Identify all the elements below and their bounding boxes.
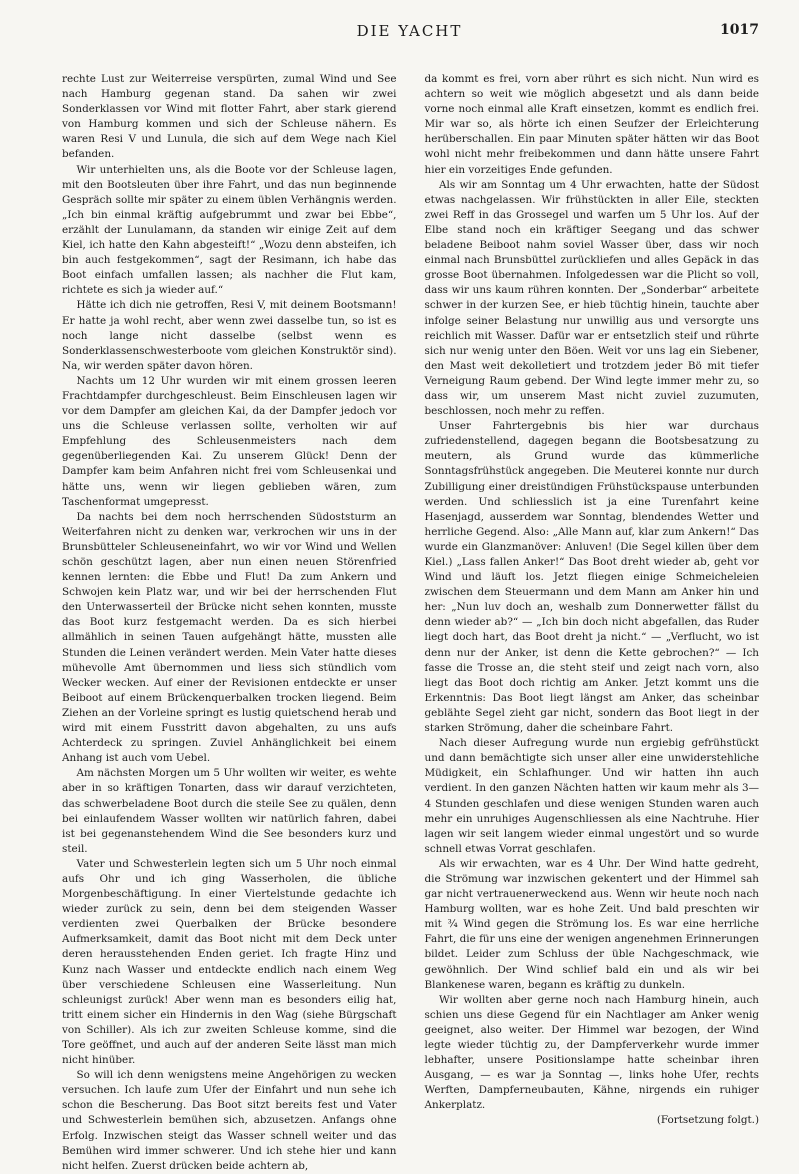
- text-columns: [62, 72, 759, 1174]
- paragraph: da kommt es frei, vorn aber rührt es sich nicht. Nun wird es achtern so weit wie möglich abgesetzt und als dann beide vorne noch einmal alle Kraft einsetzen, kommt es endlich frei. Mir war so, als hörte ich einen Seufzer der Erleichterung herüberschallen. Ein paar Minuten später hätten wir das Boot wohl nicht mehr freibekommen und dann hätte unsere Fahrt hier ein vorzeitiges Ende gefunden.: [424, 73, 759, 176]
- continuation-note: (Fortsetzung folgt.): [656, 1114, 759, 1127]
- paragraph: Vater und Schwesterlein legten sich um 5 Uhr noch einmal aufs Ohr und ich ging Wasserholen, die übliche Morgenbeschäftigung. In einer Viertelstunde gedachte ich wieder zurück zu sein, denn bei dem steigenden Wasser verdienten zwei Querbalken der Brücke besondere Aufmerksamkeit, damit das Boot nicht mit dem Deck unter deren herausstehenden Enden geriet. Ich fragte Hinz und Kunz nach Wasser und entdeckte endlich nach einem Weg über verschiedene Schleusen eine Wasserleitung. Nun schleunigst zurück! Aber wenn man es besonders eilig hat, tritt einem sicher ein Hindernis in den Wag (siehe Bürgschaft von Schiller). Als ich zur zweiten Schleuse komme, sind die Tore geöffnet, und auch auf der anderen Seite lässt man mich nicht hinüber.: [62, 857, 397, 1067]
- paragraph: Hätte ich dich nie getroffen, Resi V, mit deinem Bootsmann! Er hatte ja wohl recht, aber wenn zwei dasselbe tun, so ist es noch lange nicht dasselbe (selbst wenn es Sonderklassenschwesterboote vom gleichen Konstruktör sind). Na, wir werden später davon hören.: [62, 299, 397, 372]
- paragraph: Da nachts bei dem noch herrschenden Südoststurm an Weiterfahren nicht zu denken war, verkrochen wir uns in der Brunsbütteler Schleuseneinfahrt, wo wir vor Wind und Wellen schön geschützt lagen, aber nun einen neuen Störenfried kennen lernten: die Ebbe und Flut! Da zum Ankern und Schwojen kein Platz war, und wir bei der herrschenden Flut den Unterwasserteil der Brücke nicht sehen konnten, musste das Boot kurz festgemacht werden. Da es sich hierbei allmählich in seinen Tauen aufgehängt hätte, mussten alle Stunden die Leinen verändert werden. Mein Vater hatte dieses mühevolle Amt übernommen und liess sich stündlich vom Wecker wecken. Auf einer der Revisionen entdeckte er unser Beiboot auf einem Brückenquerbalken trocken liegend. Beim Ziehen an der Vorleine springt es lustig quietschend herab und wird mit einem Fusstritt davon abgehalten, zu uns aufs Achterdeck zu springen. Zuviel Anhänglichkeit bei einem Anhang ist auch vom Uebel.: [62, 510, 397, 765]
- paragraph: Nach dieser Aufregung wurde nun ergiebig gefrühstückt und dann bemächtigte sich unser aller eine unwiderstehliche Müdigkeit, ein Schlafhunger. Und wir hatten ihn auch verdient. In den ganzen Nächten hatten wir kaum mehr als 3—4 Stunden geschlafen und diese wenigen Stunden waren auch mehr ein unruhiges Augenschliessen als eine Nachtruhe. Hier lagen wir seit langem wieder einmal ungestört und so wurde schnell etwas Vorrat geschlafen.: [424, 737, 759, 855]
- paragraph: So will ich denn wenigstens meine Angehörigen zu wecken versuchen. Ich laufe zum Ufer der Einfahrt und nun sehe ich schon die Bescherung. Das Boot sitzt bereits fest und Vater und Schwesterlein bemühen sich, abzusetzen. Anfangs ohne Erfolg. Inzwischen steigt das Wasser schnell weiter und das Bemühen wird immer schwerer. Und ich stehe hier und kann nicht helfen. Zuerst drücken beide achtern ab,: [62, 1069, 397, 1172]
- page-number: 1017: [720, 22, 759, 38]
- paragraph: Am nächsten Morgen um 5 Uhr wollten wir weiter, es wehte aber in so kräftigen Tonarten, dass wir darauf verzichteten, das schwerbeladene Boot durch die steile See zu quälen, denn bei einlaufendem Wasser wollten wir natürlich fahren, dabei ist bei gegenanstehendem Wind die See besonders kurz und steil.: [62, 767, 397, 855]
- paragraph: Wir wollten aber gerne noch nach Hamburg hinein, auch schien uns diese Gegend für ein Nachtlager am Anker wenig geeignet, also weiter. Der Himmel war bezogen, der Wind legte wieder tüchtig zu, der Dampferverkehr wurde immer lebhafter, unsere Positionslampe hatte scheinbar ihren Ausgang, — es war ja Sonntag —, links hohe Ufer, rechts Werften, Dampferneubauten, Kähne, nirgends ein ruhiger Ankerplatz.: [424, 993, 759, 1112]
- paragraph: Nachts um 12 Uhr wurden wir mit einem grossen leeren Frachtdampfer durchgeschleust. Beim Einschleusen lagen wir vor dem Dampfer am gleichen Kai, da der Dampfer jedoch vor uns die Schleuse verlassen sollte, verholten wir auf Empfehlung des Schleusenmeisters nach dem gegenüberliegenden Kai. Zu unserem Glück! Denn der Dampfer kam beim Anfahren nicht frei vom Schleusenkai und hätte uns, wenn wir liegen geblieben wären, zum Taschenformat umgepresst.: [62, 374, 397, 508]
- left-column: [62, 72, 397, 1174]
- page-header: [60, 22, 759, 46]
- paragraph: Als wir erwachten, war es 4 Uhr. Der Wind hatte gedreht, die Strömung war inzwischen gekentert und der Himmel sah gar nicht vertrauenerweckend aus. Wenn wir heute noch nach Hamburg wollten, war es hohe Zeit. Und bald preschten wir mit ¾ Wind gegen die Strömung los. Es war eine herrliche Fahrt, die für uns eine der wenigen angenehmen Erinnerungen bildet. Leider zum Schluss der üble Nachgeschmack, wie gewöhnlich. Der Wind schlief bald ein und als wir bei Blankenese waren, begann es kräftig zu dunkeln.: [424, 857, 759, 991]
- paragraph: Unser Fahrtergebnis bis hier war durchaus zufriedenstellend, dagegen begann die Bootsbesatzung zu meutern, als Grund wurde das kümmerliche Sonntagsfrühstück angegeben. Die Meuterei konnte nur durch Zubilligung einer dreistündigen Frühstückspause unterbunden werden. Und schliesslich ist ja eine Turenfahrt keine Hasenjagd, ausserdem war Sonntag, blendendes Wetter und herrliche Gegend. Also: „Alle Mann auf, klar zum Ankern!“ Das wurde ein Glanzmanöver: Anluven! (Die Segel killen über dem Kiel.) „Lass fallen Anker!“ Das Boot dreht wieder ab, geht vor Wind und läuft los. Jetzt fliegen einige Schmeicheleien zwischen dem Steuermann und dem Mann am Anker hin und her: „Nun luv doch an, weshalb zum Donnerwetter fällst du denn wieder ab?“ — „Ich bin doch nicht abgefallen, das Ruder liegt doch hart, das Boot dreht ja nicht.“ — „Verflucht, wo ist denn nur der Anker, ist denn die Kette gebrochen?“ — Ich fasse die Trosse an, die steht steif und zeigt nach vorn, also liegt das Boot doch richtig am Anker. Jetzt kommt uns die Erkenntnis: Das Boot liegt längst am Anker, das scheinbar geblähte Segel zieht gar nicht, sondern das Boot liegt in der starken Strömung, daher die scheinbare Fahrt.: [424, 420, 759, 735]
- right-column: [425, 72, 760, 1174]
- paragraph: Wir unterhielten uns, als die Boote vor der Schleuse lagen, mit den Bootsleuten über ihre Fahrt, und das nun beginnende Gespräch sollte mir später zu einem üblen Verhängnis werden. „Ich bin einmal kräftig aufgebrummt und zwar bei Ebbe“, erzählt der Lunulamann, da standen wir einige Zeit auf dem Kiel, ich hatte den Kahn abgesteift!“ „Wozu denn absteifen, ich bin auch festgekommen“, sagt der Resimann, ich habe das Boot einfach umfallen lassen; als nachher die Flut kam, richtete es sich ja wieder auf.“: [62, 163, 397, 297]
- paragraph: Als wir am Sonntag um 4 Uhr erwachten, hatte der Südost etwas nachgelassen. Wir frühstückten in aller Eile, steckten zwei Reff in das Grossegel und warfen um 5 Uhr los. Auf der Elbe stand noch ein kräftiger Seegang und das schwer beladene Beiboot nahm soviel Wasser über, dass wir noch einmal nach Brunsbüttel zurückliefen und alles Gepäck in das grosse Boot übernahmen. Infolgedessen war die Plicht so voll, dass wir uns kaum rühren konnten. Der „Sonderbar“ arbeitete schwer in der kurzen See, er hieb tüchtig hinein, tauchte aber infolge seiner Belastung nur unwillig aus und versorgte uns reichlich mit Wasser. Dafür war er entsetzlich steif und rührte sich nur wenig unter den Böen. Weit vor uns lag ein Siebener, den Mast weit dekolletiert und trotzdem jeder Bö mit tiefer Verneigung Raum gebend. Der Wind legte immer mehr zu, so dass wir, um unserem Mast nicht zuviel zuzumuten, beschlossen, noch mehr zu reffen.: [424, 178, 759, 418]
- paragraph: rechte Lust zur Weiterreise verspürten, zumal Wind und See nach Hamburg gegenan stand. Da sahen wir zwei Sonderklassen vor Wind mit flotter Fahrt, aber stark gierend von Hamburg kommen und sich der Schleuse nähern. Es waren Resi V und Lunula, die sich auf dem Wege nach Kiel befanden.: [62, 73, 397, 161]
- running-title: DIE YACHT: [356, 22, 463, 40]
